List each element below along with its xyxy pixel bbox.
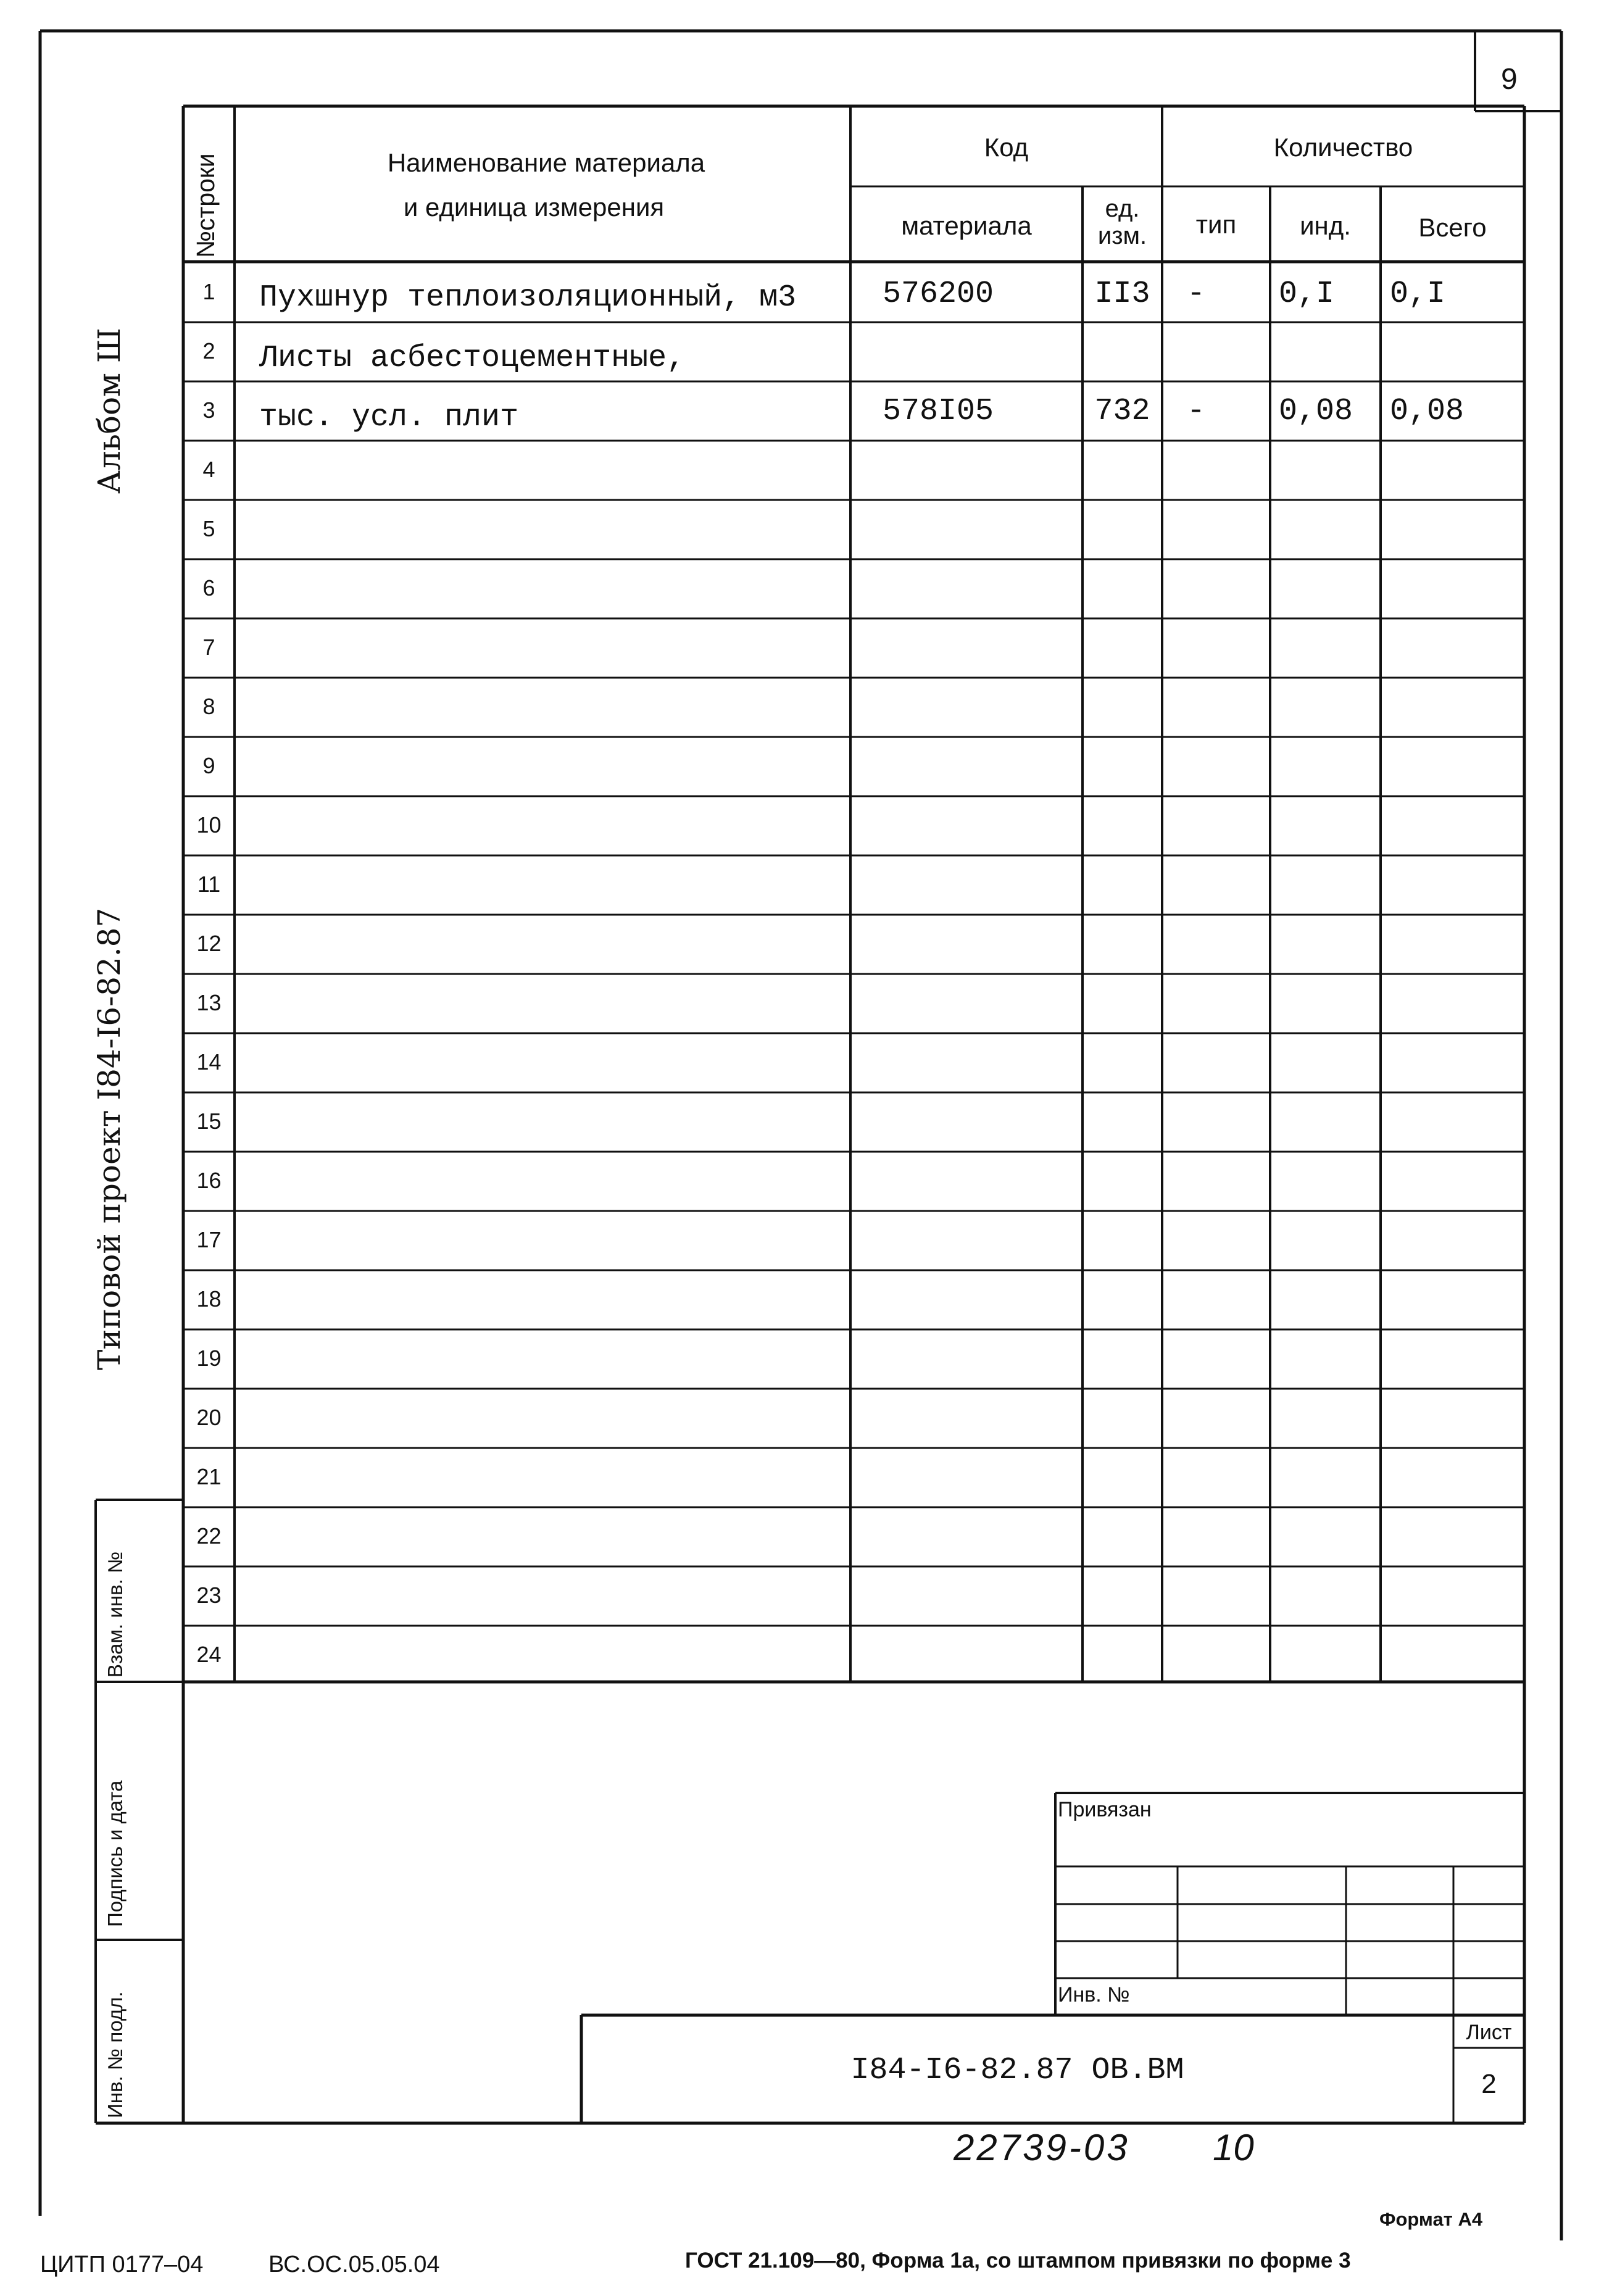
row-number: 5 xyxy=(202,516,215,541)
stamp-inv-podl: Инв. № подл. xyxy=(104,1991,127,2118)
header-ind: инд. xyxy=(1300,211,1351,240)
row-number: 2 xyxy=(202,338,215,364)
cell-ind: 0,I xyxy=(1279,277,1335,312)
cell-unit-code: 732 xyxy=(1094,394,1150,429)
title-list-number: 2 xyxy=(1481,2069,1497,2099)
row-number: 15 xyxy=(196,1108,222,1134)
footer-format: Формат А4 xyxy=(1379,2208,1483,2230)
header-material: материала xyxy=(901,211,1032,240)
header-unit-line1: ед. xyxy=(1105,195,1140,222)
stamp-podpis-data: Подпись и дата xyxy=(104,1780,127,1927)
cell-unit-code: II3 xyxy=(1094,277,1150,312)
row-number: 8 xyxy=(202,694,215,719)
row-number: 18 xyxy=(196,1286,222,1312)
cell-name: Листы асбестоцементные, xyxy=(259,341,686,376)
cell-total: 0,I xyxy=(1390,277,1446,312)
cell-type: - xyxy=(1186,277,1205,312)
row-number: 4 xyxy=(202,457,215,482)
header-name-line2: и единица измерения xyxy=(403,193,665,222)
title-list-label: Лист xyxy=(1466,2021,1512,2044)
row-number: 22 xyxy=(196,1523,222,1549)
header-unit-line2: изм. xyxy=(1097,222,1147,249)
footer-gost: ГОСТ 21.109—80, Форма 1а, со штампом привязки по форме 3 xyxy=(685,2248,1351,2273)
header-type: тип xyxy=(1195,210,1237,239)
row-number: 20 xyxy=(196,1405,222,1430)
row-number: 9 xyxy=(202,753,215,778)
row-number: 6 xyxy=(202,575,215,601)
cell-type: - xyxy=(1186,394,1205,429)
row-number: 10 xyxy=(196,812,222,838)
side-project-label: Типовой проект I84-I6-82.87 xyxy=(91,907,127,1370)
row-number: 1 xyxy=(202,279,215,304)
row-number: 24 xyxy=(196,1642,222,1667)
stamp-vzam-inv: Взам. инв. № xyxy=(104,1551,127,1678)
footer-mid-code: ВС.ОС.05.05.04 xyxy=(268,2252,440,2277)
handwritten-archive-number: 22739-03 xyxy=(954,2127,1130,2168)
title-doc-code: I84-I6-82.87 OB.BM xyxy=(850,2053,1184,2088)
row-number: 11 xyxy=(197,871,221,897)
handwritten-page-number: 10 xyxy=(1213,2127,1254,2168)
title-privyazan: Привязан xyxy=(1058,1798,1152,1821)
row-lines xyxy=(183,322,1524,1626)
row-number: 23 xyxy=(196,1583,222,1608)
row-number: 16 xyxy=(196,1168,222,1193)
row-number: 3 xyxy=(202,397,215,423)
cell-ind: 0,08 xyxy=(1279,394,1353,429)
cell-name: Пухшнур теплоизоляционный, м3 xyxy=(259,280,797,315)
cell-name: тыс. усл. плит xyxy=(259,400,519,435)
header-row-number: №строки xyxy=(191,153,220,258)
cell-material-code: 578I05 xyxy=(883,394,994,429)
cell-material-code: 576200 xyxy=(883,277,994,312)
header-quantity-group: Количество xyxy=(1273,133,1413,162)
header-name-line1: Наименование материала xyxy=(387,148,705,177)
corner-page-number: 9 xyxy=(1501,63,1518,96)
row-number: 19 xyxy=(196,1346,222,1371)
cell-total: 0,08 xyxy=(1390,394,1465,429)
header-code-group: Код xyxy=(984,133,1029,162)
footer-left-code: ЦИТП 0177–04 xyxy=(40,2252,204,2277)
row-number: 21 xyxy=(196,1464,222,1489)
side-album-label: Альбом Ш xyxy=(91,328,127,494)
header-total: Всего xyxy=(1418,213,1487,242)
row-number: 14 xyxy=(196,1049,222,1075)
title-inv-no: Инв. № xyxy=(1058,1983,1130,2007)
row-number: 12 xyxy=(196,931,222,956)
row-number: 17 xyxy=(196,1227,222,1252)
row-number: 13 xyxy=(196,990,222,1015)
row-number: 7 xyxy=(202,634,215,660)
